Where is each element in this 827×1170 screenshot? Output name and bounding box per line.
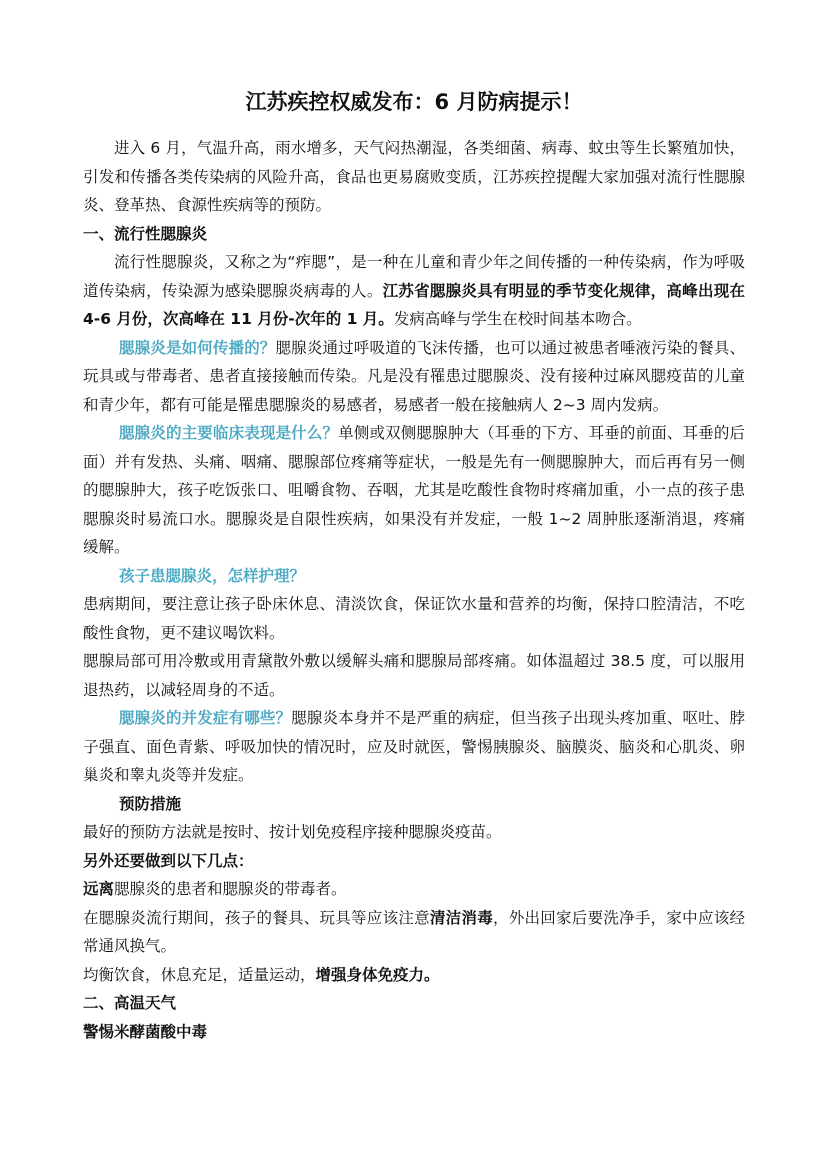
tip1-bold: 远离 bbox=[83, 880, 115, 898]
section2-subheading: 警惕米酵菌酸中毒 bbox=[83, 1022, 208, 1041]
tip3-bold: 增强身体免疫力。 bbox=[315, 965, 440, 984]
section1-bold-text: 江苏省腮腺炎具有明显的季节变化规律，高峰出现在 4-6 月份，次高峰在 11 月份-次年的 1 月。 bbox=[83, 281, 745, 328]
section1-paragraph bbox=[83, 248, 745, 334]
tip1-text: 腮腺炎的患者和腮腺炎的带毒者。 bbox=[114, 880, 347, 898]
section1-text-a: 流行性腮腺炎，又称之为“痄腮”，是一种在儿童和青少年之间传播的一种传染病，作为呼吸道传染病，传染源为感染腮腺炎病毒的人。 bbox=[83, 253, 745, 300]
care-answer-1: 患病期间，要注意让孩子卧床休息、清淡饮食，保证饮水量和营养的均衡，保持口腔清洁，不吃酸性食物，更不建议喝饮料。 bbox=[83, 595, 745, 642]
care-heading-paragraph bbox=[83, 562, 745, 591]
spread-paragraph bbox=[83, 334, 745, 420]
spread-answer: 腮腺炎通过呼吸道的飞沫传播，也可以通过被患者唾液污染的餐具、玩具或与带毒者、患者直接接触而传染。凡是没有罹患过腮腺炎、没有接种过麻风腮疫苗的儿童和青少年，都有可能是罹患腮腺炎的易感者，易感者一般在接触病人 2~3 周内发病。 bbox=[83, 338, 745, 414]
tip3-text: 均衡饮食，休息充足，适量运动， bbox=[83, 965, 316, 984]
page-title: 江苏疾控权威发布：6 月防病提示！ bbox=[245, 90, 583, 114]
symptoms-answer: 单侧或双侧腮腺肿大（耳垂的下方、耳垂的前面、耳垂的后面）并有发热、头痛、咽痛、腮腺部位疼痛等症状，一般是先有一侧腮腺肿大，而后再有另一侧的腮腺肿大，孩子吃饭张口、咀嚼食物、吞咽，尤其是吃酸性食物时疼痛加重，小一点的孩子患腮腺炎时易流口水。腮腺炎是自限性疾病，如果没有并发症，一般 1~2 周肿胀逐渐消退，疼痛缓解。 bbox=[83, 424, 745, 556]
symptoms-paragraph bbox=[83, 419, 745, 562]
tip-item bbox=[83, 904, 745, 961]
tip-item bbox=[83, 961, 745, 990]
prevention-text: 最好的预防方法就是按时、按计划免疫程序接种腮腺炎疫苗。 bbox=[83, 823, 502, 841]
symptoms-question: 腮腺炎的主要临床表现是什么？ bbox=[119, 424, 339, 442]
complications-answer: 腮腺炎本身并不是严重的病症，但当孩子出现头疼加重、呕吐、脖子强直、面色青紫、呼吸加快的情况时，应及时就医，警惕胰腺炎、脑膜炎、脑炎和心肌炎、卵巢炎和睾丸炎等并发症。 bbox=[83, 709, 745, 784]
tip2-bold: 清洁消毒 bbox=[429, 908, 493, 927]
additional-tips-heading: 另外还要做到以下几点： bbox=[83, 851, 254, 870]
section1-text-b: 发病高峰与学生在校时间基本吻合。 bbox=[393, 310, 642, 328]
care-answer-2: 腮腺局部可用冷敷或用青黛散外敷以缓解头痛和腮腺局部疼痛。如体温超过 38.5 度，可以服用退热药，以减轻周身的不适。 bbox=[83, 652, 745, 699]
spread-question: 腮腺炎是如何传播的？ bbox=[119, 338, 276, 357]
intro-paragraph: 进入 6 月，气温升高，雨水增多，天气闷热潮湿，各类细菌、病毒、蚊虫等生长繁殖加快，引发和传播各类传染病的风险升高，食品也更易腐败变质，江苏疾控提醒大家加强对流行性腮腺炎、登革热、食源性疾病等的预防。 bbox=[83, 139, 745, 214]
section1-heading: 一、流行性腮腺炎 bbox=[83, 224, 208, 243]
complications-question: 腮腺炎的并发症有哪些？ bbox=[119, 709, 292, 727]
care-question: 孩子患腮腺炎，怎样护理？ bbox=[119, 566, 306, 585]
tip2-text-b: ，外出回家后要洗净手，家中应该经常通风换气。 bbox=[83, 908, 745, 955]
section2-heading: 二、高温天气 bbox=[83, 994, 177, 1012]
prevention-heading: 预防措施 bbox=[119, 794, 182, 813]
tip-item bbox=[83, 875, 745, 904]
tip2-text-a: 在腮腺炎流行期间，孩子的餐具、玩具等应该注意 bbox=[83, 908, 430, 927]
complications-paragraph bbox=[83, 704, 745, 790]
